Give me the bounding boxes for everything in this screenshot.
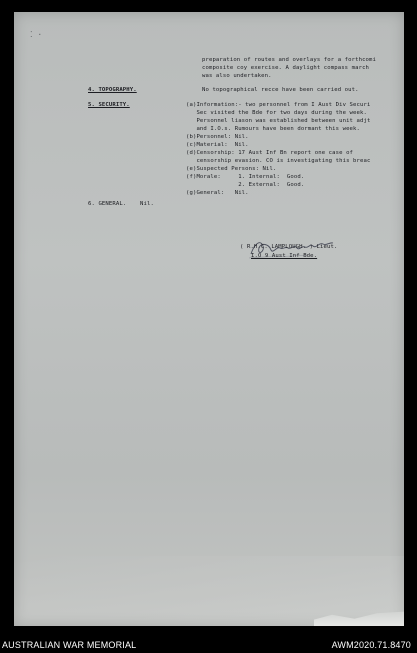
section-6-heading: 6. GENERAL. (88, 201, 127, 207)
section-5-heading: 5. SECURITY. (88, 102, 130, 108)
intro-line-1: preparation of routes and overlays for a forthcomi (202, 57, 376, 63)
punch-hole-marks: ⁚ · (30, 30, 43, 39)
section-5-line-8: censorship evasion. CO is investigating this breac (186, 158, 371, 164)
section-5-line-5: (b)Personnel: Nil. (186, 134, 249, 140)
section-5-line-6: (c)Material: Nil. (186, 142, 249, 148)
section-4-text: No topographical recce have been carried out. (202, 87, 359, 93)
section-5-line-4: and I.O.s. Rumours have been dormant this week. (186, 126, 360, 132)
section-5-line-9: (e)Suspected Persons: Nil. (186, 166, 277, 172)
document-page (14, 12, 404, 626)
signature-title: I.O 9 Aust Inf Bde. (251, 253, 318, 259)
section-6-text: Nil. (140, 201, 154, 207)
section-5-line-10: (f)Morale: 1. Internal: Good. (186, 174, 305, 180)
paper-fold-shadow (14, 556, 404, 626)
footer-credit: AUSTRALIAN WAR MEMORIAL (2, 640, 137, 650)
section-5-line-12: (g)General: Nil. (186, 190, 249, 196)
section-4-heading: 4. TOPOGRAPHY. (88, 87, 137, 93)
section-5-line-11: 2. External: Good. (186, 182, 305, 188)
signature-name: ( R.H.C. LAMPLOUGH. ) Lieut. (240, 244, 338, 250)
section-5-line-7: (d)Censorship: 17 Aust Inf Bn report one case of (186, 150, 354, 156)
footer-accession-number: AWM2020.71.8470 (331, 640, 411, 650)
intro-line-3: was also undertaken. (202, 73, 272, 79)
section-5-line-1: (a)Information:- two personnel from I Aust Div Securi (186, 102, 371, 108)
section-5-line-2: Sec visited the Bde for two days during the week. (186, 110, 367, 116)
footer-bar (0, 636, 417, 653)
section-5-line-3: Personnel liason was established between unit adjt (186, 118, 371, 124)
intro-line-2: composite coy exercise. A daylight compass march (202, 65, 370, 71)
